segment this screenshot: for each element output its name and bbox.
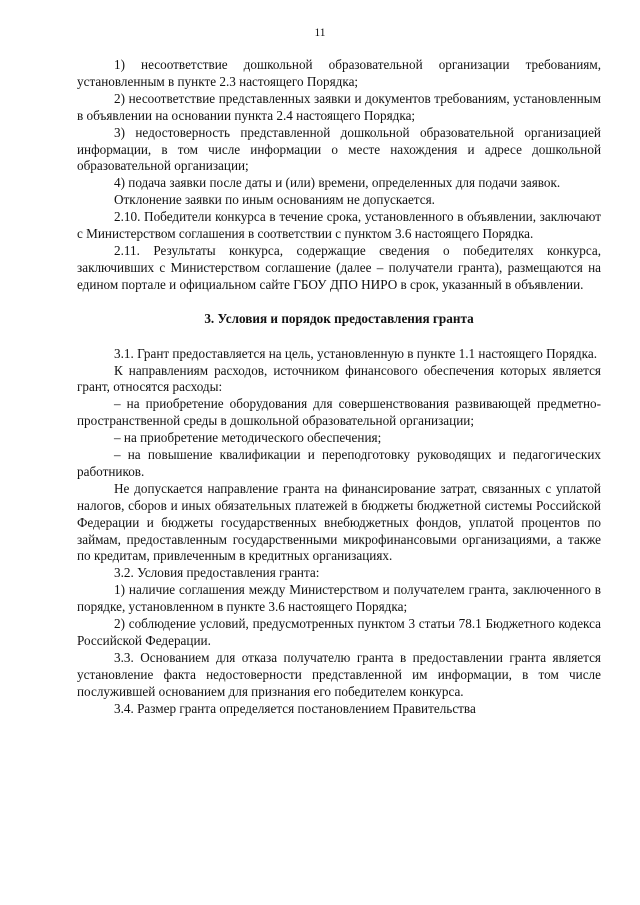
paragraph-prohibited-use: Не допускается направление гранта на финансирование затрат, связанных с уплатой налогов, сборов и иных обязательных платежей в бюджеты бюджетной системы Российской Федерации и бюджеты государственных внебюджетных фондов, уплатой процентов по займам, предоставленным государственными микрофинансовыми организациями, а также по кредитам, привлеченным в кредитных организациях. [77, 480, 601, 564]
paragraph-3-2: 3.2. Условия предоставления гранта: [114, 565, 320, 581]
paragraph-3-1: 3.1. Грант предоставляется на цель, установленную в пункте 1.1 настоящего Порядка. [114, 345, 597, 361]
paragraph-rejection-reason-1: 1) несоответствие дошкольной образовательной организации требованиям, установленным в пункте 2.3 настоящего Порядка; [77, 57, 601, 89]
paragraph-rejection-reason-2: 2) несоответствие представленных заявки и документов требованиям, установленным в объявлении на основании пункта 2.4 настоящего Порядка; [77, 90, 601, 123]
paragraph-rejection-other: Отклонение заявки по иным основаниям не допускается. [114, 192, 435, 208]
paragraph-rejection-reason-4: 4) подача заявки после даты и (или) времени, определенных для подачи заявок. [114, 175, 561, 191]
paragraph-condition-2: 2) соблюдение условий, предусмотренных пунктом 3 статьи 78.1 Бюджетного кодекса Российской Федерации. [77, 616, 601, 648]
paragraph-2-11: 2.11. Результаты конкурса, содержащие сведения о победителях конкурса, заключивших с Министерством соглашение (далее – получатели гранта), размещаются на едином портале и официальном сайте ГБОУ ДПО НИРО в срок, указанный в объявлении. [77, 242, 601, 292]
paragraph-3-4: 3.4. Размер гранта определяется постановлением Правительства [114, 700, 476, 716]
paragraph-condition-1: 1) наличие соглашения между Министерством и получателем гранта, заключенного в порядке, установленном в пункте 3.6 настоящего Порядка; [77, 582, 601, 615]
section-heading: 3. Условия и порядок предоставления гранта [204, 310, 474, 326]
document-body [77, 57, 601, 718]
paragraph-expense-training: – на повышение квалификации и переподготовку руководящих и педагогических работников. [77, 447, 601, 479]
page-number: 11 [314, 27, 326, 39]
paragraph-expense-directions: К направлениям расходов, источником финансового обеспечения которых является грант, относятся расходы: [77, 362, 601, 395]
paragraph-3-3: 3.3. Основанием для отказа получателю гранта в предоставлении гранта является установление факта недостоверности представленной им информации, в том числе послужившей основанием для признания его победителем конкурса. [77, 649, 601, 699]
paragraph-expense-methodical: – на приобретение методического обеспечения; [114, 430, 382, 446]
paragraph-expense-equipment: – на приобретение оборудования для совершенствования развивающей предметно-пространственной среды в дошкольной образовательной организации; [77, 396, 601, 429]
paragraph-2-10: 2.10. Победители конкурса в течение срока, установленного в объявлении, заключают с Министерством соглашения в соответствии с пунктом 3.6 настоящего Порядка. [77, 209, 601, 242]
paragraph-rejection-reason-3: 3) недостоверность представленной дошкольной образовательной организацией информации, в том числе информации о месте нахождения и адресе дошкольной образовательной организации; [77, 124, 601, 174]
